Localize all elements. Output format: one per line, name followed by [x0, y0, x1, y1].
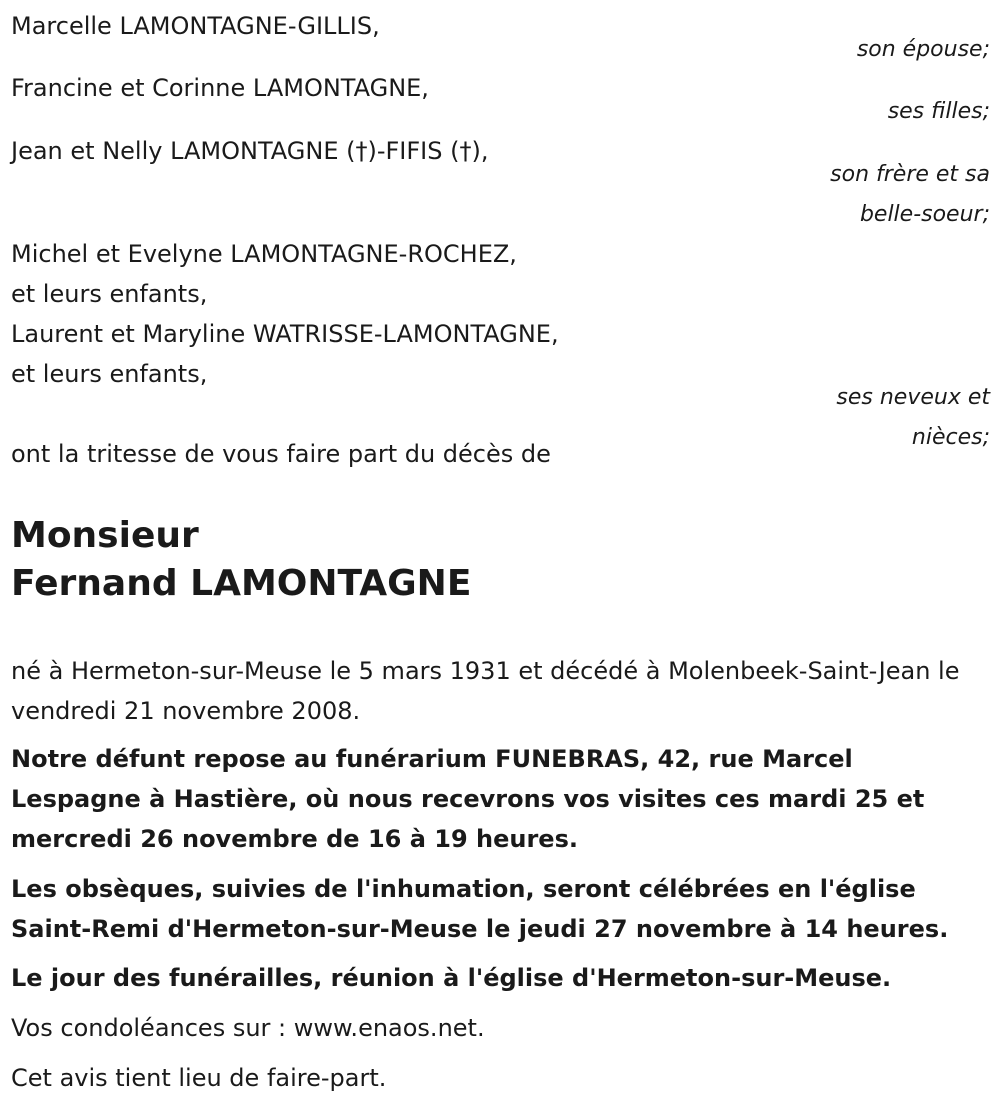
deceased-name-block — [11, 512, 471, 608]
brother-relation-line-2: belle-soeur; — [859, 202, 990, 227]
nephews-relation-line-2: nièces; — [911, 425, 990, 450]
nephew-line: et leurs enfants, — [11, 360, 208, 388]
daughters-relation: ses filles; — [887, 99, 990, 124]
brother-relation-line-1: son frère et sa — [830, 162, 990, 187]
daughters-name: Francine et Corinne LAMONTAGNE, — [11, 74, 429, 102]
spouse-relation: son épouse; — [856, 37, 990, 62]
announcement-text: ont la tritesse de vous faire part du décès de — [11, 440, 551, 468]
deceased-title: Monsieur — [11, 515, 199, 556]
birth-death-text: né à Hermeton-sur-Meuse le 5 mars 1931 et décédé à Molenbeek-Saint-Jean le vendredi 21 novembre 2008. — [11, 657, 960, 725]
funeral-text: Les obsèques, suivies de l'inhumation, seront célébrées en l'église Saint-Remi d'Hermeton-sur-Meuse le jeudi 27 novembre à 14 heures. — [11, 875, 949, 943]
deceased-name: Fernand LAMONTAGNE — [11, 563, 472, 604]
condolences-text: Vos condoléances sur : www.enaos.net. — [11, 1014, 485, 1042]
spouse-name: Marcelle LAMONTAGNE-GILLIS, — [11, 12, 380, 40]
nephew-line: Michel et Evelyne LAMONTAGNE-ROCHEZ, — [11, 240, 517, 268]
meeting-text: Le jour des funérailles, réunion à l'église d'Hermeton-sur-Meuse. — [11, 964, 892, 992]
viewing-text: Notre défunt repose au funérarium FUNEBRAS, 42, rue Marcel Lespagne à Hastière, où nous recevrons vos visites ces mardi 25 et mercredi 26 novembre de 16 à 19 heures. — [11, 745, 925, 853]
nephew-line: Laurent et Maryline WATRISSE-LAMONTAGNE, — [11, 320, 559, 348]
nephew-line: et leurs enfants, — [11, 280, 208, 308]
nephews-relation-line-1: ses neveux et — [836, 385, 990, 410]
brother-name: Jean et Nelly LAMONTAGNE (†)-FIFIS (†), — [11, 137, 489, 165]
notice-text: Cet avis tient lieu de faire-part. — [11, 1064, 387, 1092]
